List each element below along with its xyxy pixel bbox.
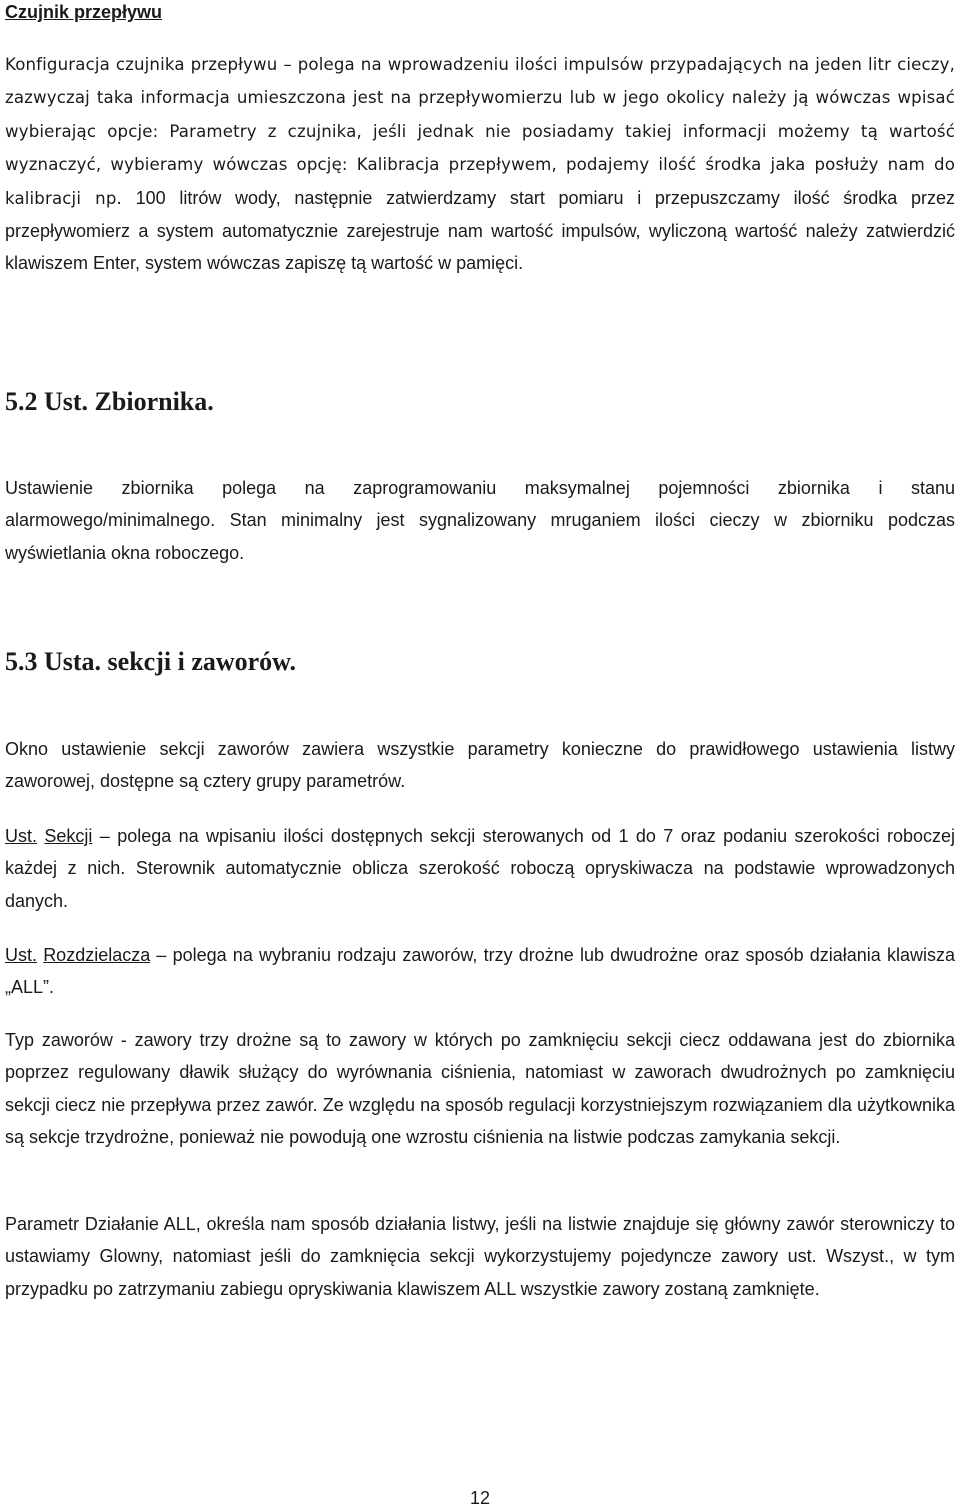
heading-tank-settings: 5.2 Ust. Zbiornika. (5, 387, 214, 416)
flow-sensor-text-part1: Konfiguracja czujnika przepływu – polega na wprowadzeniu ilości impulsów przypadających na jeden litr cieczy, zazwyczaj taka informacja umieszczona jest na przepływomierzu lub w jego okolicy należy ją wówczas wpisać wybierając opcje: Parametry z czujnika, jeśli jednak nie posiadamy takiej informacji możemy tą wartość wyznaczyć, wybieramy wówczas opcję: Kalibracja przepływem, podajemy ilość środka jaka posłuży nam do kalibracji np. (5, 55, 955, 208)
distributor-param-paragraph (5, 939, 955, 1004)
page-number: 12 (469, 1488, 491, 1508)
heading-sections-valves: 5.3 Usta. sekcji i zaworów. (5, 647, 297, 676)
sections-param-term-sekcji: Sekcji (44, 826, 93, 846)
sections-param-term-ust: Ust. (5, 826, 38, 846)
flow-sensor-paragraph (5, 48, 955, 280)
sections-intro-paragraph: Okno ustawienie sekcji zaworów zawiera wszystkie parametry konieczne do prawidłowego ustawienia listwy zaworowej, dostępne są cztery grupy parametrów. (5, 739, 955, 792)
flow-sensor-text-part2: 100 litrów wody, następnie zatwierdzamy start pomiaru i przepuszczamy ilość środka przez przepływomierz a system automatycznie zarejestruje nam wartość impulsów, wyliczoną wartość należy zatwierdzić klawiszem Enter, system wówczas zapiszę tą wartość w pamięci. (5, 187, 955, 274)
distributor-param-text: – polega na wybraniu rodzaju zaworów, trzy drożne lub dwudrożne oraz sposób działania klawisza „ALL”. (5, 945, 955, 998)
valve-type-paragraph: Typ zaworów - zawory trzy drożne są to zawory w których po zamknięciu sekcji ciecz oddawana jest do zbiornika poprzez regulowany dławik służący do wyrównania ciśnienia, natomiast w zaworach dwudrożnych po zamknięciu sekcji ciecz nie przepływa przez zawór. Ze względu na sposób regulacji korzystniejszym rozwiązaniem dla użytkownika są sekcje trzydrożne, ponieważ nie powodują one wzrostu ciśnienia na listwie podczas zamykania sekcji. (5, 1030, 955, 1148)
sections-param-text: – polega na wpisaniu ilości dostępnych sekcji sterowanych od 1 do 7 oraz podaniu szerokości roboczej każdej z nich. Sterownik automatycznie oblicza szerokość roboczą opryskiwacza na podstawie wprowadzonych danych. (5, 826, 955, 911)
tank-paragraph: Ustawienie zbiornika polega na zaprogramowaniu maksymalnej pojemności zbiornika i stanu alarmowego/minimalnego. Stan minimalny jest sygnalizowany mruganiem ilości cieczy w zbiorniku podczas wyświetlania okna roboczego. (5, 478, 955, 563)
all-param-paragraph: Parametr Działanie ALL, określa nam sposób działania listwy, jeśli na listwie znajduje się główny zawór sterowniczy to ustawiamy Glowny, natomiast jeśli do zamknięcia sekcji wykorzystujemy pojedyncze zawory ust. Wszyst., w tym przypadku po zatrzymaniu zabiegu opryskiwania klawiszem ALL wszystkie zawory zostaną zamknięte. (5, 1214, 955, 1299)
distributor-param-term-ust: Ust. (5, 945, 38, 965)
section-title: Czujnik przepływu (5, 2, 163, 22)
sections-param-paragraph (5, 820, 955, 917)
distributor-param-term-rozdzielacza: Rozdzielacza (43, 945, 151, 965)
